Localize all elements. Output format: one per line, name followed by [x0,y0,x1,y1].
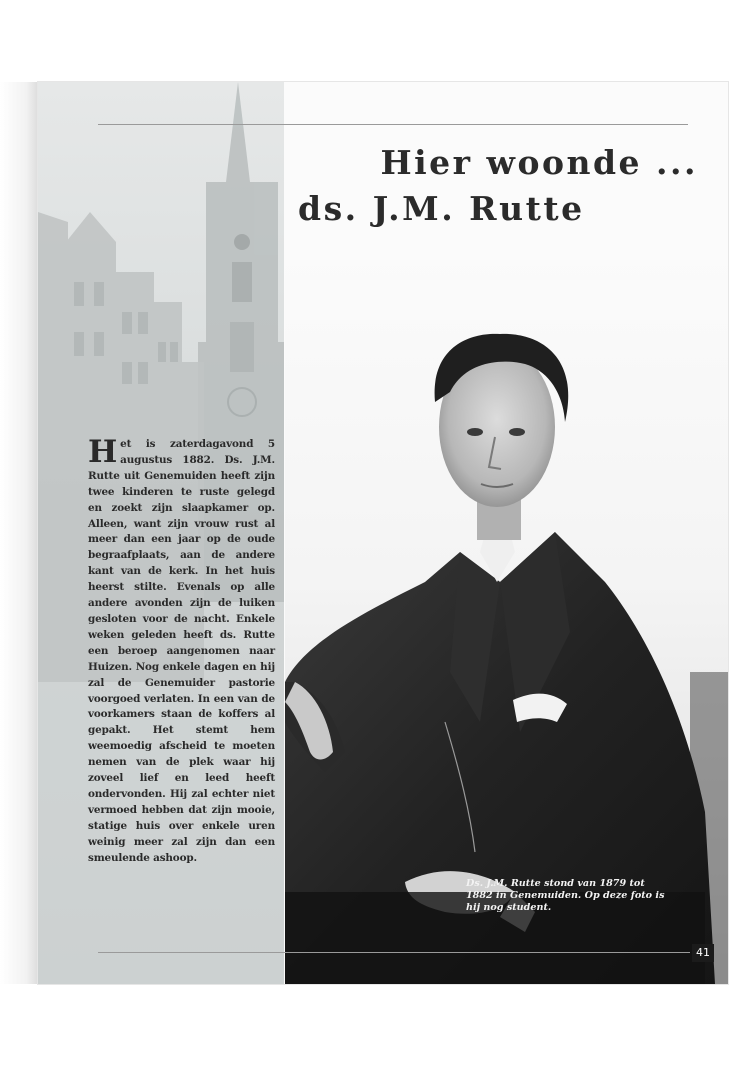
magazine-page [38,82,728,984]
drop-cap: H [88,434,118,470]
title-line-1: Hier woonde ... [380,143,698,182]
body-paragraph: et is zaterdagavond 5 augustus 1882. Ds. J.M. Rutte uit Genemuiden heeft zijn twee kinderen te ruste gelegd en zoekt zijn slaapkamer op. Alleen, want zijn vrouw rust al meer dan een jaar op de oude begraafplaats, aan de andere kant van de kerk. In het huis heerst stilte. Evenals op alle andere avonden zijn de luiken gesloten voor de nacht. Enkele weken geleden heeft ds. Rutte een beroep aangenomen naar Huizen. Nog enkele dagen en hij zal de Genemuider pastorie voorgoed verlaten. In een van de voorkamers staan de koffers al gepakt. Het stemt hem weemoedig afscheid te moeten nemen van de plek waar hij zoveel lief en leed heeft ondervonden. Hij zal echter niet vermoed hebben dat zijn mooie, statige huis over enkele uren weinig meer zal zijn dan een smeulende ashoop. [88,438,275,864]
page-number: 41 [692,944,714,962]
top-rule [98,124,688,125]
article-title [278,140,698,232]
photo-caption: Ds. J.M. Rutte stond van 1879 tot 1882 in Genemuiden. Op deze foto is hij nog student. [466,878,665,913]
bottom-rule [98,952,690,953]
portrait-photo [285,252,728,984]
title-line-2: ds. J.M. Rutte [298,189,585,228]
binding-spine [0,82,38,984]
article-body [88,434,275,866]
